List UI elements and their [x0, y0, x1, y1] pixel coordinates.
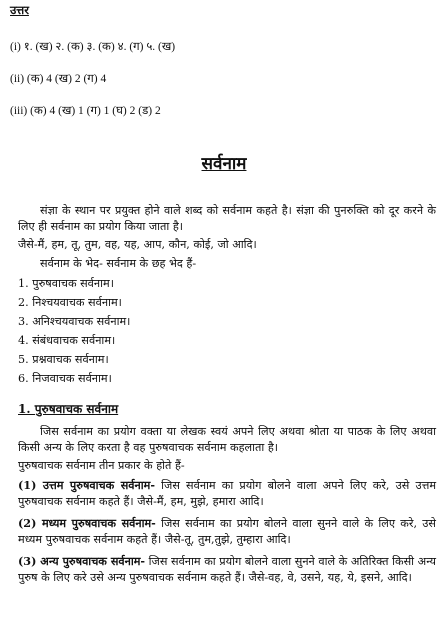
kind-2-paragraph: [18, 515, 436, 548]
kind-3-paragraph: [18, 553, 436, 586]
types-intro: सर्वनाम के भेद- सर्वनाम के छह भेद हैं-: [40, 257, 197, 270]
kind-2-text: जिस सर्वनाम का प्रयोग बोलने वाला सुनने वाले के लिए करे, उसे मध्यम पुरुषवाचक सर्वनाम कहते हैं। जैसे-तू, तुम,तुझे, तुम्हारा आदि।: [18, 517, 436, 547]
list-item: 4. संबंधवाचक सर्वनाम।: [18, 334, 116, 347]
examples-line: जैसे-मैं, हम, तू, तुम, वह, यह, आप, कौन, कोई, जो आदि।: [18, 238, 257, 251]
answers-heading: उत्तर: [10, 3, 29, 17]
kind-1-label: (1) उत्तम पुरुषवाचक सर्वनाम-: [18, 478, 155, 492]
section-paragraph: जिस सर्वनाम का प्रयोग वक्ता या लेखक स्वयं अपने लिए अथवा श्रोता या पाठक के लिए अथवा किसी अन्य के लिए करता है वह पुरुषवाचक सर्वनाम कहलाता है।: [18, 425, 436, 455]
kind-3-label: (3) अन्य पुरुषवाचक सर्वनाम-: [18, 554, 146, 568]
intro-paragraph: संज्ञा के स्थान पर प्रयुक्त होने वाले शब्द को सर्वनाम कहते है। संज्ञा की पुनरुक्ति को दूर करने के लिए ही सर्वनाम का प्रयोग किया जाता है।: [18, 204, 436, 234]
kind-3-text: जिस सर्वनाम का प्रयोग बोलने वाला सुनने वाले के अतिरिक्त किसी अन्य पुरुष के लिए करे उसे अन्य पुरुषवाचक सर्वनाम कहते हैं। जैसे-वह, वे, उसने, यह, ये, इसने, आदि।: [18, 555, 436, 585]
list-item: 6. निजवाचक सर्वनाम।: [18, 372, 112, 385]
answer-line-2: (ii) (क) 4 (ख) 2 (ग) 4: [10, 73, 107, 85]
list-item: 3. अनिश्चयवाचक सर्वनाम।: [18, 315, 131, 328]
kind-1-text: जिस सर्वनाम का प्रयोग बोलने वाला अपने लिए करे, उसे उत्तम पुरुषवाचक सर्वनाम कहते हैं। जैसे-मैं, हम, मुझे, हमारा आदि।: [18, 479, 437, 509]
kinds-intro: पुरुषवाचक सर्वनाम तीन प्रकार के होते हैं-: [18, 459, 185, 472]
answer-line-3: (iii) (क) 4 (ख) 1 (ग) 1 (घ) 2 (ड) 2: [10, 105, 161, 117]
kind-1-paragraph: [18, 477, 436, 510]
answer-line-1: (i) १. (ख) २. (क) ३. (क) ४. (ग) ५. (ख): [10, 41, 176, 53]
section-heading: 1. पुरुषवाचक सर्वनाम: [18, 402, 119, 416]
list-item: 5. प्रश्नवाचक सर्वनाम।: [18, 353, 109, 366]
kind-2-label: (2) मध्यम पुरुषवाचक सर्वनाम-: [18, 516, 156, 530]
list-item: 2. निश्चयवाचक सर्वनाम।: [18, 296, 122, 309]
page-title: सर्वनाम: [201, 154, 247, 174]
list-item: 1. पुरुषवाचक सर्वनाम।: [18, 277, 114, 290]
